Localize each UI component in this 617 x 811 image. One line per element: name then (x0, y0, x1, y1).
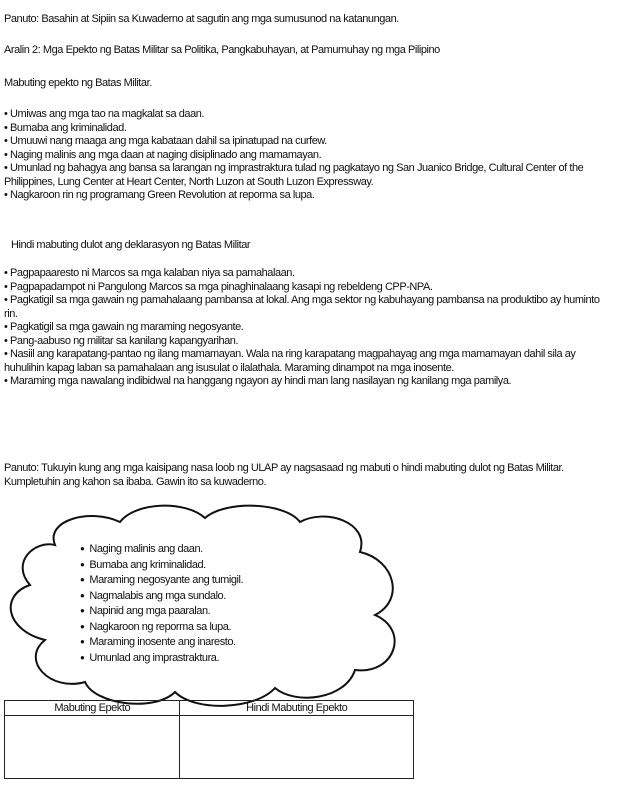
list-item: ● Bumaba ang kriminalidad. (80, 558, 243, 574)
list-item: • Umuuwi nang maaga ang mga kabataan dahil sa ipinatupad na curfew. (4, 135, 612, 149)
list-item: • Maraming mga nawalang indibidwal na hanggang ngayon ay hindi man lang nasilayan ng kanilang mga pamilya. (4, 375, 612, 389)
list-item: ● Umunlad ang imprastraktura. (80, 651, 243, 667)
list-item: • Pagpapadampot ni Pangulong Marcos sa mga pinaghinalaang kasapi ng rebeldeng CPP-NPA. (4, 281, 612, 295)
good-effects-list (4, 108, 612, 203)
task-instructions: Panuto: Tukuyin kung ang mga kaisipang nasa loob ng ULAP ay nagsasaad ng mabuti o hindi mabuting dulot ng Batas Militar. Kumpletuhin ang kahon sa ibaba. Gawin ito sa kuwaderno. (4, 462, 564, 488)
list-item: • Nasiil ang karapatang-pantao ng ilang mamamayan. Wala na ring karapatang magpahayag ang mga mamamayan dahil sila ay huhulihin kapag laban sa pamahalaan ang isusulat o ilalathala. Maraming dinampot na mga inosente. (4, 348, 612, 375)
list-item: • Pagkatigil sa mga gawain ng maraming negosyante. (4, 321, 612, 335)
cloud-items-list (80, 542, 243, 666)
list-item: ● Nagmalabis ang mga sundalo. (80, 589, 243, 605)
lesson-title: Aralin 2: Mga Epekto ng Batas Militar sa Politika, Pangkabuhayan, at Pamumuhay ng mga Pilipino (4, 44, 440, 56)
bad-effects-heading: Hindi mabuting dulot ang deklarasyon ng Batas Militar (11, 239, 251, 251)
answer-cell-good[interactable] (5, 716, 180, 779)
list-item: • Nagkaroon rin ng programang Green Revolution at reporma sa lupa. (4, 189, 612, 203)
instructions-text: Panuto: Basahin at Sipiin sa Kuwaderno at sagutin ang mga sumusunod na katanungan. (4, 13, 399, 25)
list-item: • Pagkatigil sa mga gawain ng pamahalaang pambansa at lokal. Ang mga sektor ng kabuhayang pambansa na produktibo ay huminto rin. (4, 294, 612, 321)
table-header-good: Mabuting Epekto (5, 701, 180, 716)
list-item: ● Nagkaroon ng reporma sa lupa. (80, 620, 243, 636)
bad-effects-list (4, 267, 612, 389)
list-item: • Umiwas ang mga tao na magkalat sa daan. (4, 108, 612, 122)
list-item: • Pang-aabuso ng militar sa kanilang kapangyarihan. (4, 335, 612, 349)
list-item: ● Napinid ang mga paaralan. (80, 604, 243, 620)
table-header-bad: Hindi Mabuting Epekto (180, 701, 414, 716)
list-item: • Pagpapaaresto ni Marcos sa mga kalaban niya sa pamahalaan. (4, 267, 612, 281)
answer-table (4, 700, 414, 779)
answer-cell-bad[interactable] (180, 716, 414, 779)
list-item: ● Naging malinis ang daan. (80, 542, 243, 558)
list-item: • Bumaba ang kriminalidad. (4, 122, 612, 136)
list-item: • Umunlad ng bahagya ang bansa sa larangan ng imprastraktura tulad ng pagkatayo ng San Juanico Bridge, Cultural Center of the Philippines, Lung Center at Heart Center, North Luzon at South Luzon Expressway. (4, 162, 612, 189)
list-item: • Naging malinis ang mga daan at naging disiplinado ang mamamayan. (4, 149, 612, 163)
good-effects-heading: Mabuting epekto ng Batas Militar. (4, 77, 152, 89)
list-item: ● Maraming negosyante ang tumigil. (80, 573, 243, 589)
list-item: ● Maraming inosente ang inaresto. (80, 635, 243, 651)
